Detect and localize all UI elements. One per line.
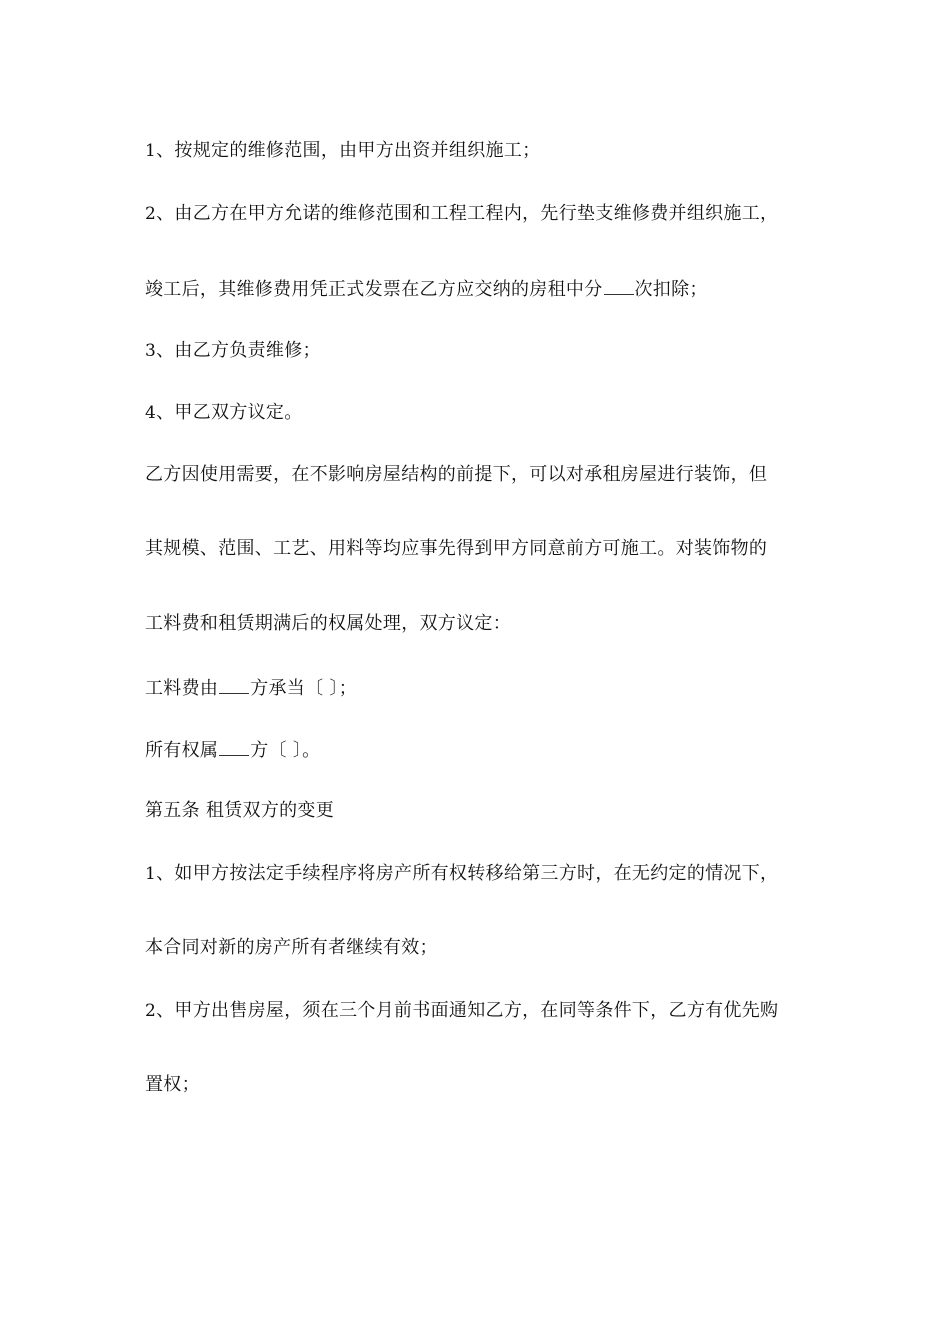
item-text: 、甲方出售房屋，须在三个月前书面通知乙方，在同等条件下，乙方有优先购 <box>156 1000 779 1021</box>
section-heading: 第五条 租赁双方的变更 <box>145 800 335 821</box>
item-text: 竣工后，其维修费用凭正式发票在乙方应交纳的房租中分 <box>145 279 603 300</box>
item-number: 1 <box>145 141 157 161</box>
item-text: 次扣除； <box>634 279 708 300</box>
item-text: 、由乙方在甲方允诺的维修范围和工程工程内，先行垫支维修费并组织施工， <box>156 203 779 224</box>
repair-option-2 <box>145 202 778 226</box>
item-number: 1 <box>145 864 157 884</box>
item-text: 、甲乙双方议定。 <box>156 402 303 423</box>
item-text: 、由乙方负责维修； <box>156 340 321 361</box>
decoration-paragraph-line-2 <box>145 537 767 561</box>
repair-option-1 <box>145 139 540 163</box>
item-text: 、如甲方按法定手续程序将房产所有权转移给第三方时，在无约定的情况下， <box>156 863 779 884</box>
paragraph-text: 乙方因使用需要，在不影响房屋结构的前提下，可以对承租房屋进行装饰，但 <box>145 464 768 485</box>
fill-blank <box>604 276 634 295</box>
repair-option-4 <box>145 401 303 425</box>
change-item-1-continued <box>145 936 438 960</box>
item-number: 3 <box>145 341 157 361</box>
clause-text: 方〔 〕。 <box>250 740 321 761</box>
item-number: 2 <box>145 204 157 224</box>
decoration-paragraph-line-1 <box>145 463 767 487</box>
fill-blank <box>219 675 249 694</box>
item-text: 置权； <box>145 1074 200 1095</box>
item-number: 2 <box>145 1001 157 1021</box>
material-cost-clause <box>145 675 357 701</box>
paragraph-text: 其规模、范围、工艺、用料等均应事先得到甲方同意前方可施工。对装饰物的 <box>145 538 768 559</box>
decoration-paragraph-line-3 <box>145 612 511 636</box>
change-item-1 <box>145 862 778 886</box>
item-text: 、按规定的维修范围，由甲方出资并组织施工； <box>156 140 541 161</box>
clause-text: 工料费由 <box>145 678 219 699</box>
repair-option-2-continued <box>145 276 708 302</box>
paragraph-text: 工料费和租赁期满后的权属处理，双方议定： <box>145 613 511 634</box>
ownership-clause <box>145 737 320 763</box>
clause-text: 方承当〔 〕； <box>250 678 358 699</box>
clause-text: 所有权属 <box>145 740 219 761</box>
fill-blank <box>219 737 249 756</box>
article-5-heading <box>145 799 334 823</box>
repair-option-3 <box>145 339 321 363</box>
item-number: 4 <box>145 403 157 423</box>
change-item-2-continued <box>145 1073 200 1097</box>
change-item-2 <box>145 999 778 1023</box>
item-text: 本合同对新的房产所有者继续有效； <box>145 937 438 958</box>
